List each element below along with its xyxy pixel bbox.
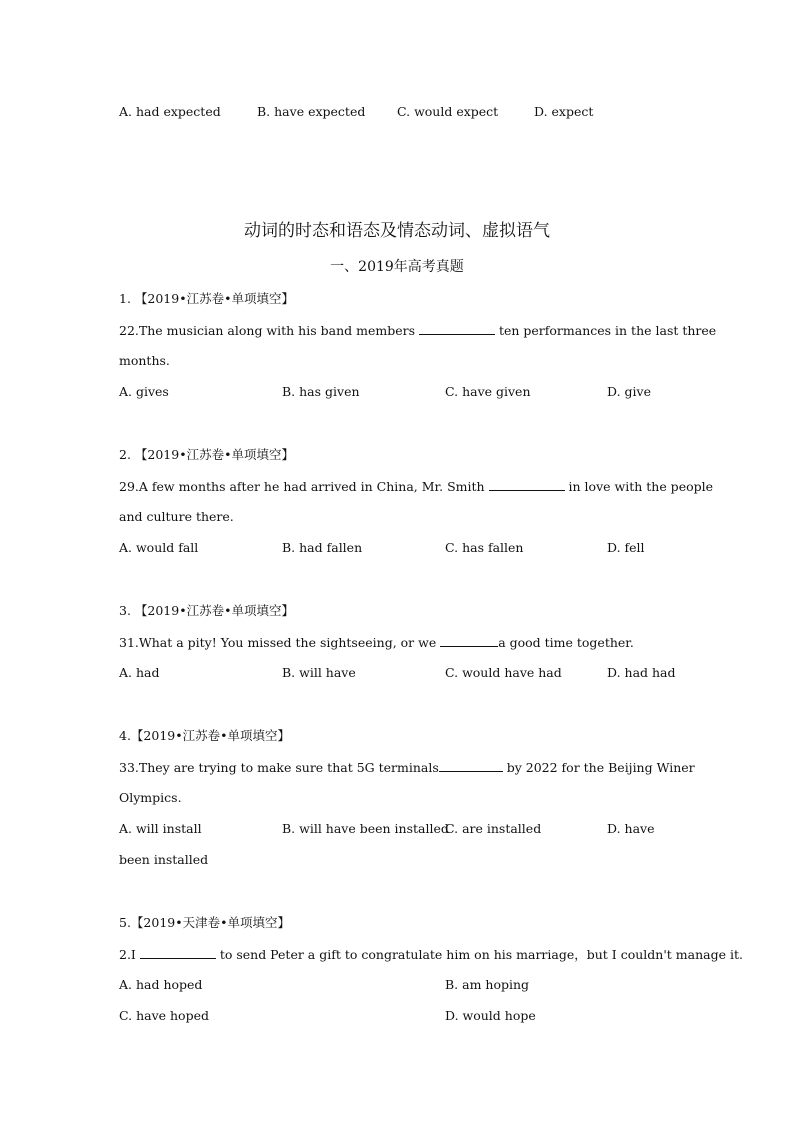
question-text-after: by 2022 for the Beijing Winer: [502, 760, 695, 775]
answer-blank: [419, 322, 495, 335]
question-header: 4.【2019•江苏卷•单项填空】: [119, 728, 290, 743]
option-c: C. have given: [445, 384, 531, 399]
option-c: C. would expect: [397, 104, 499, 119]
question-text-continued: Olympics.: [119, 790, 182, 805]
option-b: B. will have: [282, 665, 356, 680]
question-text-after: a good time together.: [498, 635, 634, 650]
question-text-continued: months.: [119, 353, 170, 368]
option-c: C. are installed: [445, 821, 542, 836]
option-a: A. will install: [119, 821, 202, 836]
option-d: D. had had: [607, 665, 676, 680]
question-text-before: 29.A few months after he had arrived in China, Mr. Smith: [119, 479, 489, 494]
question-header: 1. 【2019•江苏卷•单项填空】: [119, 291, 294, 306]
answer-blank: [140, 946, 216, 959]
option-b: B. will have been installed: [282, 821, 449, 836]
question-header: 5.【2019•天津卷•单项填空】: [119, 915, 290, 930]
option-d: D. have: [607, 821, 655, 836]
option-a: A. had: [119, 665, 160, 680]
option-d: D. fell: [607, 540, 645, 555]
question-text: [119, 634, 634, 651]
page-title: 动词的时态和语态及情态动词、虚拟语气: [244, 221, 550, 241]
question-text-after: to send Peter a gift to congratulate him on his marriage，but I couldn't manage it.: [215, 947, 743, 962]
question-text: [119, 478, 713, 495]
question-header: 3. 【2019•江苏卷•单项填空】: [119, 603, 294, 618]
question-text: [119, 759, 695, 776]
question-text-after: ten performances in the last three: [494, 323, 717, 338]
option-a: A. would fall: [119, 540, 199, 555]
option-d: D. would hope: [445, 1008, 536, 1023]
option-a: A. gives: [119, 384, 169, 399]
answer-blank: [489, 478, 565, 491]
question-text-before: 2.I: [119, 947, 140, 962]
option-b: B. have expected: [257, 104, 366, 119]
question-text-before: 31.What a pity! You missed the sightseeing, or we: [119, 635, 441, 650]
option-b: B. had fallen: [282, 540, 363, 555]
answer-blank: [439, 759, 503, 772]
question-text-continued: and culture there.: [119, 509, 234, 524]
question-text: [119, 946, 743, 963]
option-c: C. has fallen: [445, 540, 524, 555]
question-header: 2. 【2019•江苏卷•单项填空】: [119, 447, 294, 462]
question-text-before: 33.They are trying to make sure that 5G terminals: [119, 760, 439, 775]
option-b: B. has given: [282, 384, 360, 399]
option-a: A. had expected: [119, 104, 221, 119]
option-a: A. had hoped: [119, 977, 203, 992]
option-d: D. give: [607, 384, 651, 399]
section-subtitle: 一、2019年高考真题: [330, 259, 464, 275]
option-d-continued: been installed: [119, 852, 209, 867]
option-c: C. would have had: [445, 665, 562, 680]
option-c: C. have hoped: [119, 1008, 209, 1023]
option-d: D. expect: [534, 104, 594, 119]
question-text: [119, 322, 716, 339]
option-b: B. am hoping: [445, 977, 530, 992]
question-text-before: 22.The musician along with his band members: [119, 323, 419, 338]
answer-blank: [440, 634, 498, 647]
question-text-after: in love with the people: [564, 479, 714, 494]
